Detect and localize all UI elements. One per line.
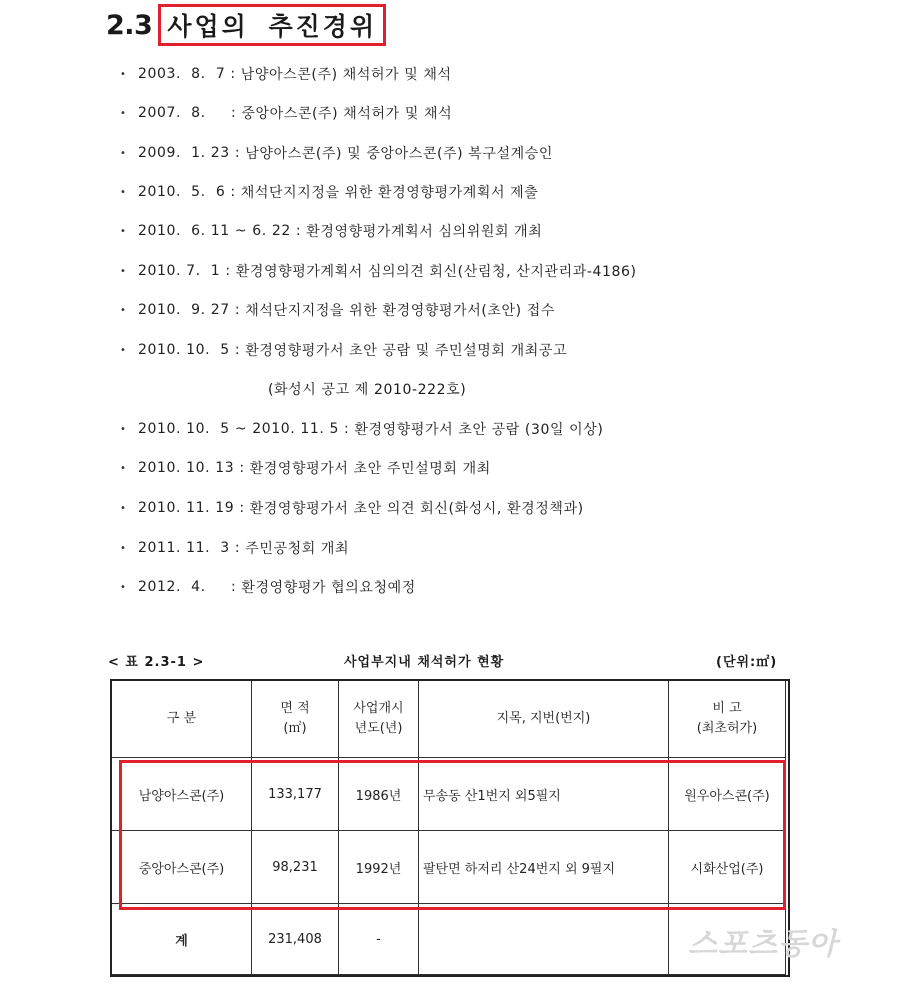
history-text: 채석단지지정을 위한 환경영향평가계획서 제출: [240, 185, 539, 201]
history-item: • 2007. 8. : 중앙아스콘(주) 채석허가 및 채석: [120, 105, 453, 122]
table-header-cell: [112, 681, 252, 758]
header-text: 비 고: [712, 701, 742, 716]
bullet-icon: •: [120, 581, 127, 593]
history-text: 환경영향평가계획서 심의의견 회신(산림청, 산지관리과-4186): [235, 264, 637, 280]
history-date: 2010. 10. 5: [138, 342, 230, 358]
bullet-icon: •: [120, 265, 127, 277]
table-row: [112, 831, 786, 904]
history-item: • 2010. 6. 11 ~ 6. 22 : 환경영향평가계획서 심의위원회 개최: [120, 223, 543, 240]
history-item: • 2009. 1. 23 : 남양아스콘(주) 및 중앙아스콘(주) 복구설계승인: [120, 145, 553, 162]
bullet-icon: •: [120, 186, 127, 198]
history-date: 2010. 5. 6: [138, 184, 226, 200]
lot-location: 무송동 산1번지 외5필지: [419, 758, 669, 831]
history-text: 남양아스콘(주) 채석허가 및 채석: [240, 67, 452, 83]
history-text: 중앙아스콘(주) 채석허가 및 채석: [241, 106, 453, 122]
history-item: • 2010. 10. 5 : 환경영향평가서 초안 공람 및 주민설명회 개최공고: [120, 342, 568, 359]
history-date: 2007. 8.: [138, 105, 226, 121]
history-date: 2010. 7. 1: [138, 263, 221, 279]
header-text: 구 분: [166, 711, 197, 726]
table-label: < 표 2.3-1 >: [108, 654, 205, 670]
total-location: [419, 904, 669, 975]
history-date: 2011. 11. 3: [138, 540, 230, 556]
table-title: 사업부지내 채석허가 현황: [344, 654, 505, 670]
history-item: • 2010. 10. 13 : 환경영향평가서 초안 주민설명회 개최: [120, 460, 491, 477]
history-text: 채석단지지정을 위한 환경영향평가서(초안) 접수: [245, 303, 555, 319]
quarry-permit-table: [111, 680, 786, 975]
original-permit-holder: 시화산업(주): [669, 831, 786, 904]
history-item: • 2010. 7. 1 : 환경영향평가계획서 심의의견 회신(산림청, 산지관리과-4186): [120, 263, 637, 280]
bullet-icon: •: [120, 304, 127, 316]
history-date: 2010. 10. 13: [138, 460, 235, 476]
history-date: 2010. 11. 19: [138, 500, 235, 516]
history-text: 환경영향평가서 초안 의견 회신(화성시, 환경정책과): [249, 501, 584, 517]
header-subtext: 년도(년): [354, 721, 403, 736]
header-text: 사업개시: [353, 701, 404, 716]
bullet-icon: •: [120, 147, 127, 159]
table-header-cell: [339, 681, 419, 758]
header-subtext: (㎡): [283, 721, 307, 736]
history-date: 2010. 6. 11 ~ 6. 22: [138, 223, 291, 239]
company-name: 중앙아스콘(주): [112, 831, 252, 904]
history-item: • 2011. 11. 3 : 주민공청회 개최: [120, 540, 350, 557]
total-label: 계: [112, 904, 252, 975]
section-heading: [106, 4, 386, 46]
history-date: 2010. 10. 5 ~ 2010. 11. 5: [138, 421, 339, 437]
company-name: 남양아스콘(주): [112, 758, 252, 831]
start-year: 1986년: [339, 758, 419, 831]
bullet-icon: •: [120, 107, 127, 119]
history-item: • 2012. 4. : 환경영향평가 협의요청예정: [120, 579, 416, 596]
table-header-cell: [419, 681, 669, 758]
header-text: 면 적: [280, 701, 310, 716]
history-date: 2003. 8. 7: [138, 66, 226, 82]
history-text: 환경영향평가 협의요청예정: [241, 580, 416, 596]
bullet-icon: •: [120, 344, 127, 356]
total-year: -: [339, 904, 419, 975]
history-date: 2010. 9. 27: [138, 302, 230, 318]
table-header-row: [112, 681, 786, 758]
section-number: 2.3: [106, 9, 153, 41]
bullet-icon: •: [120, 225, 127, 237]
header-subtext: (최초허가): [696, 721, 758, 736]
area-value: 133,177: [252, 758, 339, 831]
bullet-icon: •: [120, 542, 127, 554]
history-item: • 2010. 5. 6 : 채석단지지정을 위한 환경영향평가계획서 제출: [120, 184, 539, 201]
original-permit-holder: 원우아스콘(주): [669, 758, 786, 831]
table-header-cell: [252, 681, 339, 758]
total-area: 231,408: [252, 904, 339, 975]
table-total-row: [112, 904, 786, 975]
start-year: 1992년: [339, 831, 419, 904]
history-continuation: (화성시 공고 제 2010-222호): [268, 382, 467, 398]
history-item: • 2003. 8. 7 : 남양아스콘(주) 채석허가 및 채석: [120, 66, 452, 83]
bullet-icon: •: [120, 462, 127, 474]
table-unit: (단위:㎡): [716, 654, 778, 670]
table-header-cell: [669, 681, 786, 758]
history-text: 환경영향평가서 초안 주민설명회 개최: [249, 461, 491, 477]
history-item: • 2010. 10. 5 ~ 2010. 11. 5 : 환경영향평가서 초안 공람 (30일 이상): [120, 421, 604, 438]
history-text: 환경영향평가서 초안 공람 (30일 이상): [354, 422, 604, 438]
header-text: 지목, 지번(번지): [496, 711, 591, 726]
history-date: 2012. 4.: [138, 579, 226, 595]
section-title: 사업의 추진경위: [167, 12, 378, 41]
history-text: 환경영향평가계획서 심의위원회 개최: [306, 224, 543, 240]
history-text: 주민공청회 개최: [245, 541, 350, 557]
bullet-icon: •: [120, 502, 127, 514]
section-title-highlight: [158, 4, 386, 46]
history-item: • 2010. 9. 27 : 채석단지지정을 위한 환경영향평가서(초안) 접수: [120, 302, 555, 319]
history-item: • 2010. 11. 19 : 환경영향평가서 초안 의견 회신(화성시, 환경정책과): [120, 500, 584, 517]
lot-location: 팔탄면 하저리 산24번지 외 9필지: [419, 831, 669, 904]
history-date: 2009. 1. 23: [138, 145, 230, 161]
table-row: [112, 758, 786, 831]
history-text: 남양아스콘(주) 및 중앙아스콘(주) 복구설계승인: [245, 146, 553, 162]
history-text: 환경영향평가서 초안 공람 및 주민설명회 개최공고: [245, 343, 568, 359]
area-value: 98,231: [252, 831, 339, 904]
bullet-icon: •: [120, 68, 127, 80]
bullet-icon: •: [120, 423, 127, 435]
watermark-logo: 스포츠동아: [688, 927, 838, 962]
